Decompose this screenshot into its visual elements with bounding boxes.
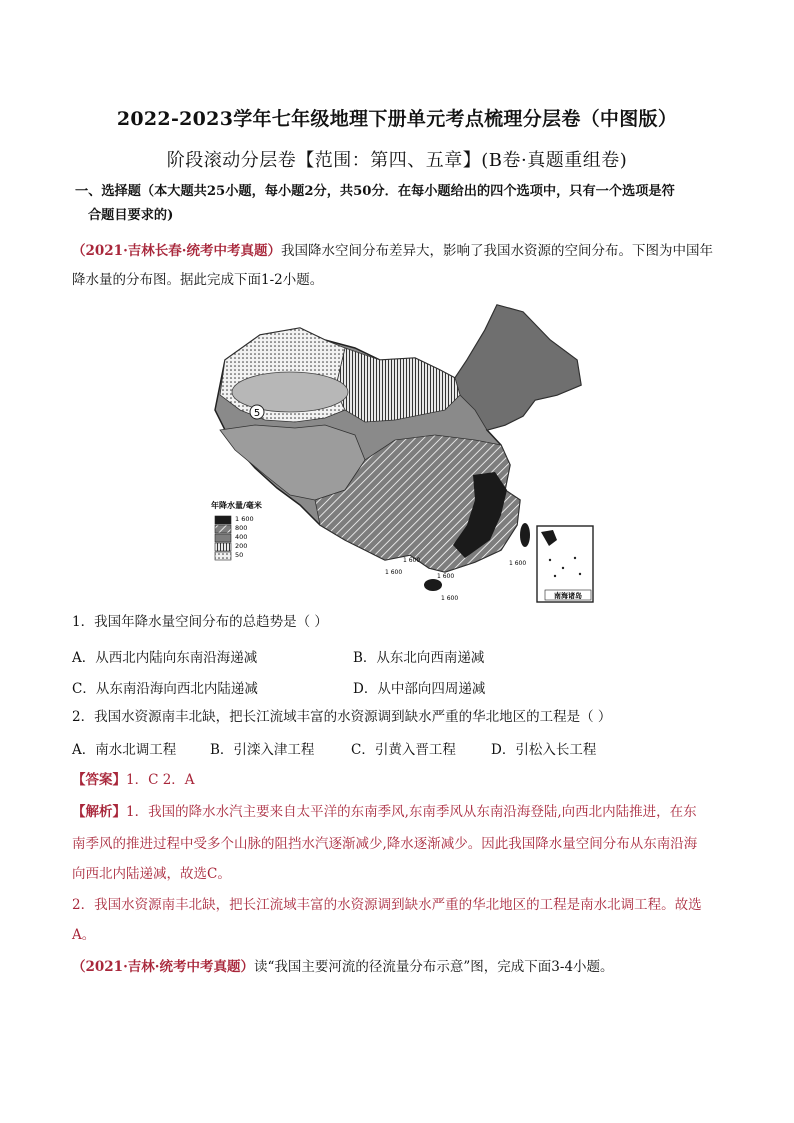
q1-stem: 1．我国年降水量空间分布的总趋势是（ ）	[72, 614, 328, 630]
q1-option-c[interactable]: C．从东南沿海向西北内陆递减	[72, 681, 258, 697]
legend-value: 1 600	[235, 515, 254, 523]
contour-label: 1 600	[441, 595, 459, 602]
contour-label: 1 600	[403, 557, 421, 564]
legend-value: 400	[235, 533, 248, 541]
inset-island	[579, 573, 581, 575]
q2-option-b[interactable]: B．引滦入津工程	[210, 742, 315, 758]
group2-intro-text: 读“我国主要河流的径流量分布示意”图，完成下面3-4小题。	[253, 959, 614, 975]
analysis-line1	[72, 802, 727, 822]
page-title: 2022-2023学年七年级地理下册单元考点梳理分层卷（中图版）	[116, 108, 678, 130]
legend-title: 年降水量/毫米	[211, 501, 262, 510]
legend-swatch-50	[215, 552, 231, 560]
legend-swatch-200	[215, 543, 231, 551]
analysis-text-1: 1．我国的降水水汽主要来自太平洋的东南季风,东南季风从东南沿海登陆,向西北内陆推进，在东	[126, 804, 697, 820]
section-heading-line1: 一、选择题（本大题共25小题，每小题2分，共50分．在每小题给出的四个选项中，只有一个选项是符	[75, 184, 675, 199]
legend-swatch-400	[215, 534, 231, 542]
inset-island	[574, 557, 576, 559]
legend-value: 50	[235, 551, 244, 559]
answer-line	[72, 770, 727, 790]
group2-intro	[72, 957, 727, 977]
semi-arid-zone	[335, 348, 460, 422]
answer-text: 1．C 2．A	[126, 772, 195, 788]
contour-label: 1 600	[385, 569, 403, 576]
tarim-basin	[232, 372, 348, 412]
analysis-line3: 向西北内陆递减，故选C。	[72, 866, 231, 882]
contour-label: 1 600	[437, 573, 455, 580]
taiwan-island	[520, 523, 530, 547]
q2-option-a[interactable]: A．南水北调工程	[72, 742, 177, 758]
group2-source: （2021·吉林·统考中考真题）	[72, 959, 254, 975]
group1-intro-text: 我国降水空间分布差异大，影响了我国水资源的空间分布。下图为中国年	[280, 243, 713, 259]
inset-island	[549, 559, 551, 561]
legend-swatch-800	[215, 525, 231, 533]
answer-label: 【答案】	[72, 772, 126, 788]
q2-option-d[interactable]: D．引松入长工程	[491, 742, 597, 758]
page-subtitle: 阶段滚动分层卷【范围：第四、五章】(B卷·真题重组卷)	[166, 150, 628, 171]
legend-value: 200	[235, 542, 248, 550]
inset-island	[562, 567, 564, 569]
group1-intro-line1	[72, 241, 727, 261]
legend-swatch-1600	[215, 516, 231, 524]
analysis-line4: 2．我国水资源南丰北缺，把长江流域丰富的水资源调到缺水严重的华北地区的工程是南水北调工程。故选	[72, 897, 702, 913]
q1-option-b[interactable]: B．从东北向西南递减	[353, 650, 485, 666]
plateau-zone	[220, 425, 365, 500]
section-heading-line2: 合题目要求的)	[88, 208, 174, 223]
q1-option-a[interactable]: A．从西北内陆向东南沿海递减	[72, 650, 258, 666]
q2-stem: 2．我国水资源南丰北缺，把长江流域丰富的水资源调到缺水严重的华北地区的工程是（ ）	[72, 709, 612, 725]
group1-source: （2021·吉林长春·统考中考真题）	[72, 243, 281, 259]
analysis-line5: A。	[72, 927, 96, 943]
contour-label: 1 600	[509, 560, 527, 567]
analysis-line2: 南季风的推进过程中受多个山脉的阻挡水汽逐渐减少,降水逐渐减少。因此我国降水量空间分布从东南沿海	[72, 836, 698, 852]
group1-intro-line2: 降水量的分布图。据此完成下面1-2小题。	[72, 272, 324, 288]
hainan-island	[424, 579, 442, 591]
q2-option-c[interactable]: C．引黄入晋工程	[351, 742, 456, 758]
inset-label: 南海诸岛	[554, 592, 582, 600]
analysis-label: 【解析】	[72, 804, 126, 820]
region-5-label: 5	[253, 408, 261, 419]
china-precipitation-map	[205, 300, 597, 606]
legend-value: 800	[235, 524, 248, 532]
inset-island	[554, 575, 556, 577]
q1-option-d[interactable]: D．从中部向四周递减	[353, 681, 486, 697]
